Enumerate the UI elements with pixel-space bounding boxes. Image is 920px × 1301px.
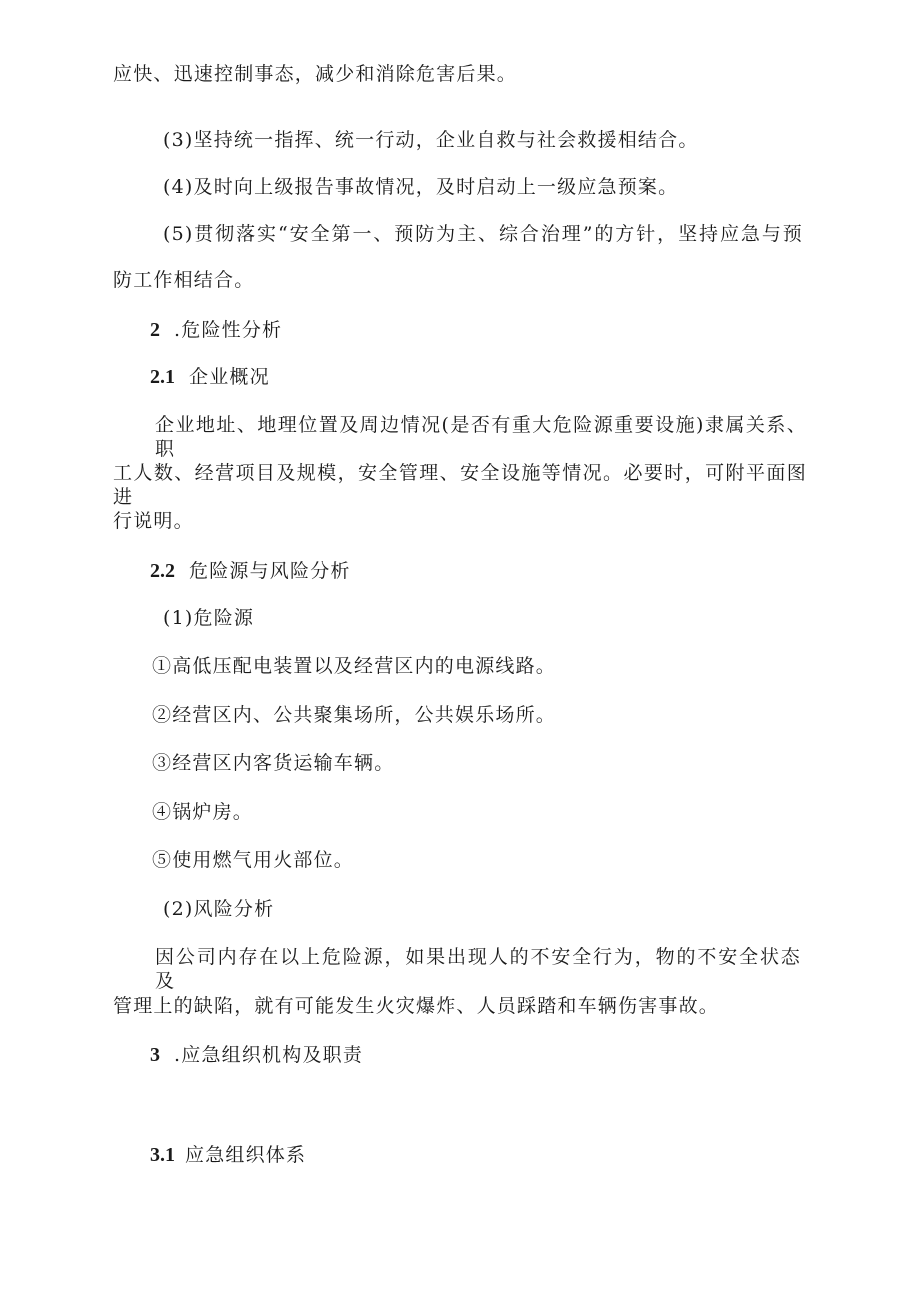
section-number: 3 xyxy=(150,1044,160,1066)
principle-item-3: (3)坚持统一指挥、统一行动，企业自救与社会救援相结合。 xyxy=(163,129,699,151)
list-item: ⑤使用燃气用火部位。 xyxy=(152,849,355,871)
subsection-heading: (1)危险源 xyxy=(163,607,255,629)
section-heading-2-2 xyxy=(150,559,351,583)
paragraph-line: 应快、迅速控制事态，减少和消除危害后果。 xyxy=(113,63,518,85)
paragraph-line: 工人数、经营项目及规模，安全管理、安全设施等情况。必要时，可附平面图进 xyxy=(113,462,807,508)
paragraph-line: 因公司内存在以上危险源，如果出现人的不安全行为，物的不安全状态及 xyxy=(155,946,801,992)
section-heading-2-1 xyxy=(150,365,270,389)
section-title: .应急组织机构及职责 xyxy=(174,1044,364,1066)
principle-item-5: (5)贯彻落实“安全第一、预防为主、综合治理”的方针，坚持应急与预 xyxy=(163,223,803,245)
principle-item-4: (4)及时向上级报告事故情况，及时启动上一级应急预案。 xyxy=(163,176,679,198)
paragraph-line: 企业地址、地理位置及周边情况(是否有重大危险源重要设施)隶属关系、职 xyxy=(155,414,807,460)
section-number: 2.1 xyxy=(150,366,175,388)
section-number: 2 xyxy=(150,319,160,341)
list-item: ①高低压配电装置以及经营区内的电源线路。 xyxy=(152,655,557,677)
section-number: 3.1 xyxy=(150,1144,175,1166)
paragraph-line: 管理上的缺陷，就有可能发生火灾爆炸、人员踩踏和车辆伤害事故。 xyxy=(113,995,720,1017)
section-title: .危险性分析 xyxy=(174,319,283,341)
section-heading-2 xyxy=(150,318,282,342)
subsection-heading: (2)风险分析 xyxy=(163,898,275,920)
list-item: ③经营区内客货运输车辆。 xyxy=(152,752,395,774)
list-item: ②经营区内、公共聚集场所，公共娱乐场所。 xyxy=(152,704,557,726)
section-title: 危险源与风险分析 xyxy=(189,560,351,582)
section-heading-3 xyxy=(150,1043,363,1067)
section-title: 应急组织体系 xyxy=(185,1144,307,1166)
paragraph-line: 防工作相结合。 xyxy=(113,269,255,291)
paragraph-line: 行说明。 xyxy=(113,510,194,532)
section-number: 2.2 xyxy=(150,560,175,582)
section-title: 企业概况 xyxy=(189,366,270,388)
list-item: ④锅炉房。 xyxy=(152,801,254,823)
section-heading-3-1 xyxy=(150,1143,306,1167)
